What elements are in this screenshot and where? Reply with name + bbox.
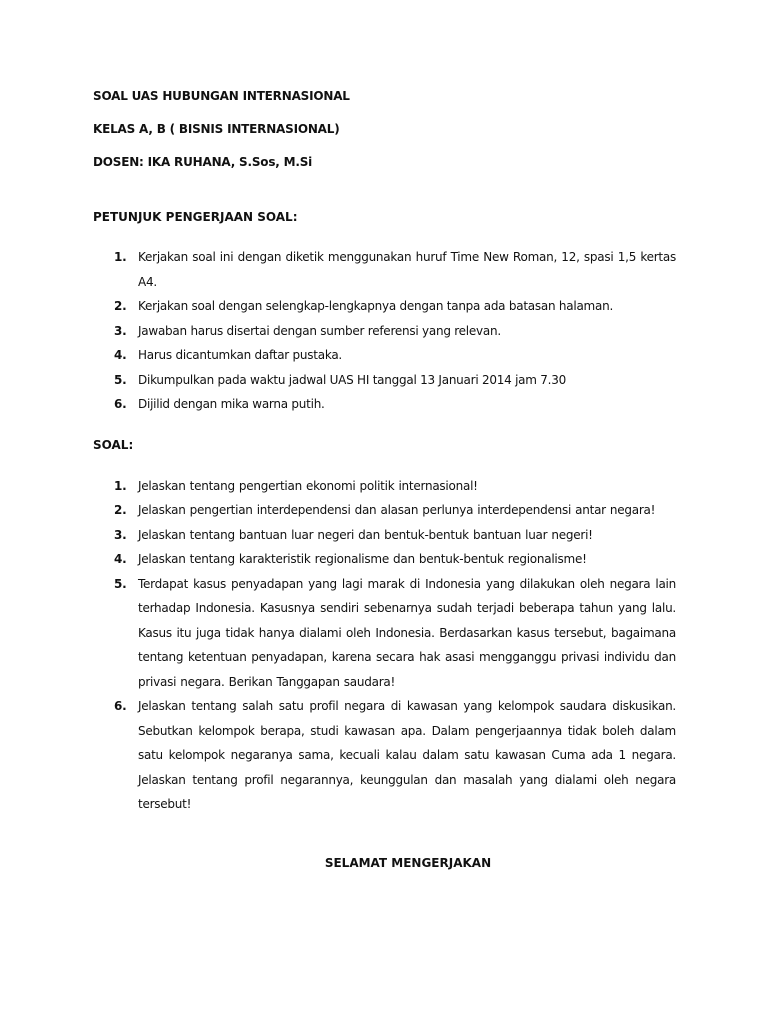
closing-line: SELAMAT MENGERJAKAN: [324, 856, 492, 870]
item-number: 1.: [114, 478, 127, 493]
item-number: 4.: [114, 348, 127, 362]
item-text: Jelaskan pengertian interdependensi dan alasan perlunya interdependensi antar negara!: [138, 503, 656, 517]
questions-list: [93, 474, 676, 817]
item-text: Jelaskan tentang karakteristik regionalisme dan bentuk-bentuk regionalisme!: [138, 552, 587, 566]
question-item: [93, 547, 676, 572]
item-text: Dikumpulkan pada waktu jadwal UAS HI tanggal 13 Januari 2014 jam 7.30: [138, 372, 566, 387]
exam-title: SOAL UAS HUBUNGAN INTERNASIONAL: [93, 89, 350, 103]
item-number: 5.: [114, 372, 127, 387]
item-number: 3.: [114, 527, 127, 542]
item-text: Terdapat kasus penyadapan yang lagi marak di Indonesia yang dilakukan oleh negara lain terhadap Indonesia. Kasusnya sendiri sebenarnya sudah terjadi beberapa tahun yang lalu. Kasus itu juga tidak hanya dialami oleh Indonesia. Berdasarkan kasus tersebut, bagaimana tentang ketentuan penyadapan, karena secara hak asasi mengganggu privasi individu dan privasi negara. Berikan Tanggapan saudara!: [138, 576, 676, 689]
questions-title: SOAL:: [93, 437, 134, 452]
instruction-item: [93, 368, 676, 393]
question-item: [93, 523, 676, 548]
item-text: Jawaban harus disertai dengan sumber referensi yang relevan.: [138, 323, 501, 338]
item-number: 5.: [114, 576, 127, 591]
item-number: 3.: [114, 323, 127, 338]
class-line: KELAS A, B ( BISNIS INTERNASIONAL): [93, 122, 340, 136]
lecturer-line: DOSEN: IKA RUHANA, S.Sos, M.Si: [93, 155, 313, 169]
instruction-item: [93, 294, 676, 319]
item-number: 6.: [114, 397, 127, 411]
instruction-item: [93, 319, 676, 344]
item-text: Harus dicantumkan daftar pustaka.: [138, 348, 342, 362]
question-item: [93, 694, 676, 817]
item-text: Jelaskan tentang salah satu profil negara di kawasan yang kelompok saudara diskusikan. Sebutkan kelompok berapa, studi kawasan apa. Dalam pengerjaannya tidak boleh dalam satu kelompok negaranya sama, kecuali kalau dalam satu kawasan Cuma ada 1 negara. Jelaskan tentang profil negarannya, keunggulan dan masalah yang dialami oleh negara tersebut!: [138, 699, 676, 811]
question-item: [93, 572, 676, 695]
instructions-title: PETUNJUK PENGERJAAN SOAL:: [93, 210, 298, 224]
instruction-item: [93, 245, 676, 294]
instructions-list: [93, 245, 676, 417]
question-item: [93, 498, 676, 523]
instruction-item: [93, 392, 676, 417]
item-number: 4.: [114, 552, 127, 566]
item-text: Jelaskan tentang pengertian ekonomi politik internasional!: [138, 478, 478, 493]
item-number: 2.: [114, 299, 127, 313]
item-text: Kerjakan soal dengan selengkap-lengkapnya dengan tanpa ada batasan halaman.: [138, 299, 614, 313]
document-body: [93, 87, 676, 870]
instruction-item: [93, 343, 676, 368]
item-number: 6.: [114, 699, 127, 713]
item-text: Dijilid dengan mika warna putih.: [138, 397, 325, 411]
question-item: [93, 474, 676, 499]
item-text: Kerjakan soal ini dengan diketik menggunakan huruf Time New Roman, 12, spasi 1,5 kertas A4.: [138, 250, 676, 289]
item-text: Jelaskan tentang bantuan luar negeri dan bentuk-bentuk bantuan luar negeri!: [138, 527, 593, 542]
item-number: 1.: [114, 250, 127, 264]
item-number: 2.: [114, 503, 127, 517]
